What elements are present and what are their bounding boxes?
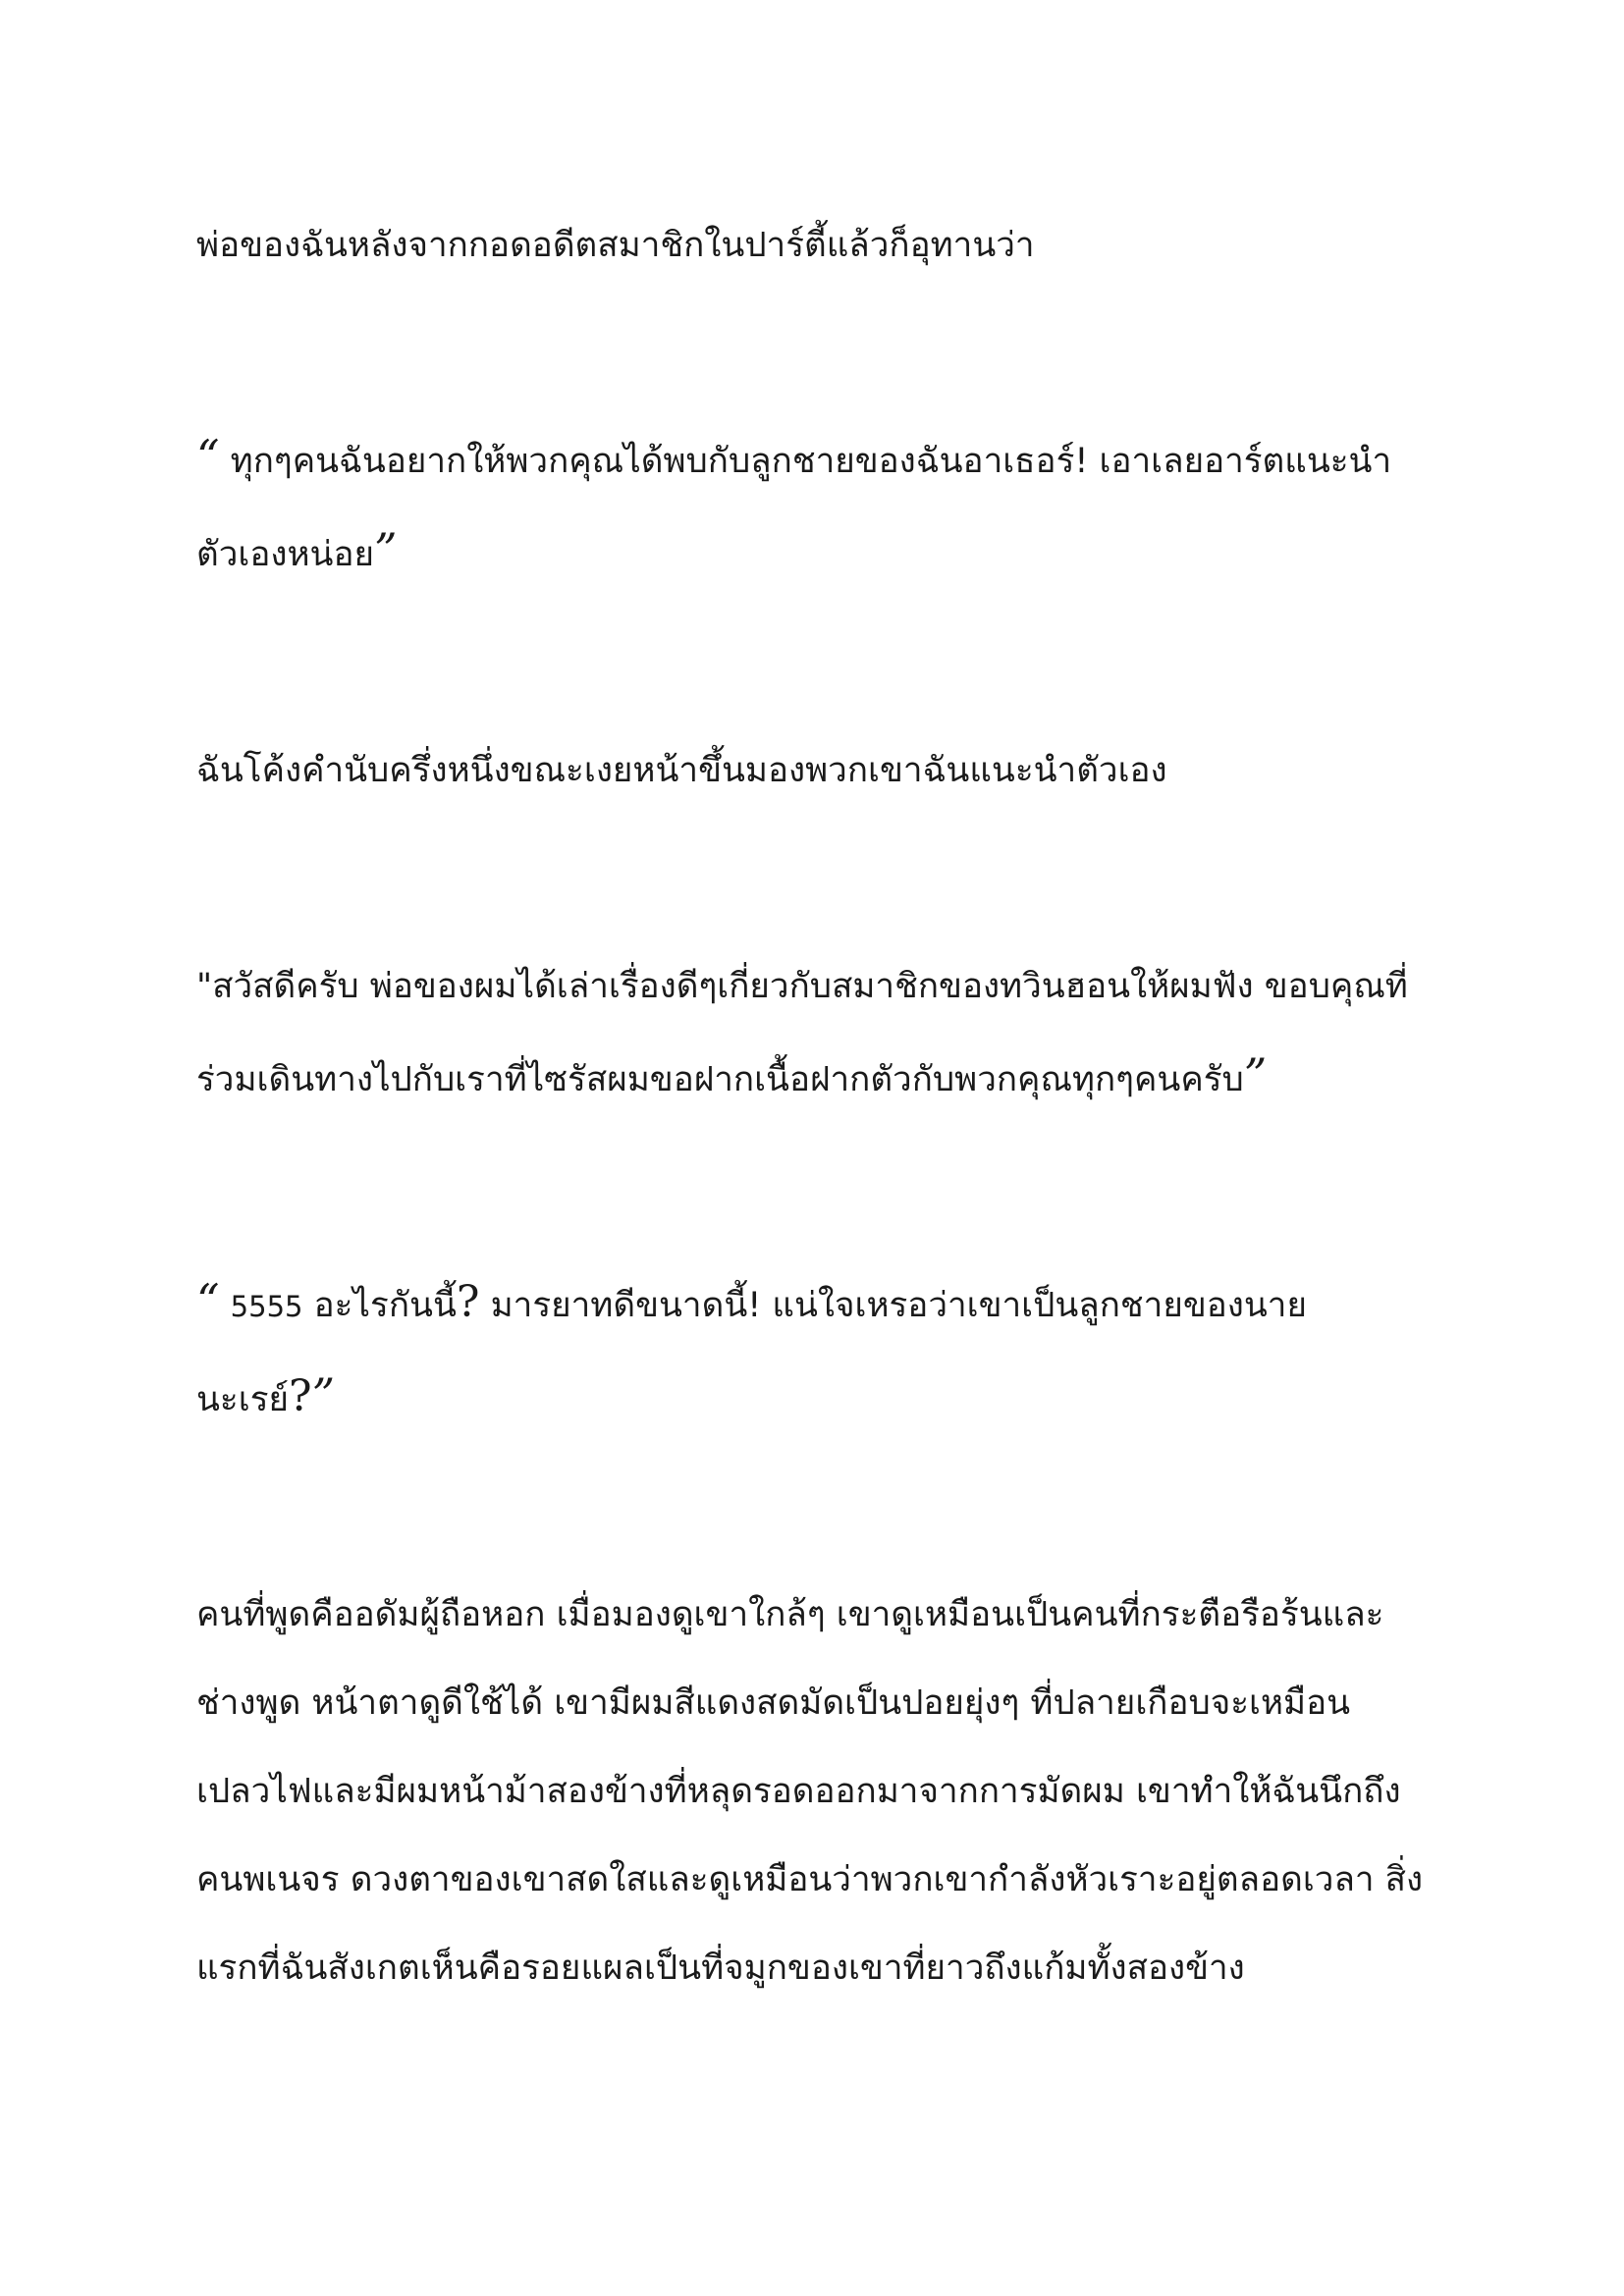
paragraph-5-line-2: นะเรย์?” <box>196 1368 336 1421</box>
paragraph-3 <box>196 726 1463 815</box>
paragraph-1-line-1: พ่อของฉันหลังจากกอดอดีตสมาชิกในปาร์ตี้แล้วก็อุทานว่า <box>196 226 1035 265</box>
paragraph-2-line-1: “ ทุกๆคนฉันอยากให้พวกคุณได้พบกับลูกชายของฉันอาเธอร์! เอาเลยอาร์ตแนะนำ <box>196 430 1392 483</box>
paragraph-2-dialogue <box>196 412 1463 599</box>
paragraph-4-line-1: "สวัสดีครับ พ่อของผมได้เล่าเรื่องดีๆเกี่ยวกับสมาชิกของทวินฮอนให้ผมฟัง ขอบคุณที่ <box>196 967 1408 1006</box>
paragraph-6-line-4: คนพเนจร ดวงตาของเขาสดใสและดูเหมือนว่าพวกเขากำลังหัวเราะอยู่ตลอดเวลา สิ่ง <box>196 1860 1424 1899</box>
paragraph-6-line-5: แรกที่ฉันสังเกตเห็นคือรอยแผลเป็นที่จมูกของเขาที่ยาวถึงแก้มทั้งสองข้าง <box>196 1949 1245 1988</box>
open-quote: “ <box>196 1274 220 1327</box>
question-mark: ? <box>289 1371 312 1421</box>
paragraph-3-line-1: ฉันโค้งคำนับครึ่งหนึ่งขณะเงยหน้าขึ้นมองพวกเขาฉันแนะนำตัวเอง <box>196 751 1167 790</box>
paragraph-6-line-2: ช่างพูด หน้าตาดูดีใช้ได้ เขามีผมสีแดงสดมัดเป็นปอยยุ่งๆ ที่ปลายเกือบจะเหมือน <box>196 1683 1351 1723</box>
paragraph-5-line-1: “ 5555 อะไรกันนี้? มารยาทดีขนาดนี้! แน่ใจเหรอว่าเขาเป็นลูกชายของนาย <box>196 1274 1307 1327</box>
paragraph-4-line-2: ร่วมเดินทางไปกับเราที่ไซรัสผมขอฝากเนื้อฝากตัวกับพวกคุณทุกๆคนครับ” <box>196 1048 1268 1101</box>
close-quote: ” <box>1243 1048 1268 1101</box>
laugh-number: 5555 <box>230 1290 303 1323</box>
paragraph-2-line-2: ตัวเองหน่อย” <box>196 523 398 576</box>
paragraph-4-dialogue <box>196 942 1463 1124</box>
paragraph-1 <box>196 201 1463 290</box>
paragraph-6 <box>196 1571 1463 2012</box>
close-quote: ” <box>373 523 398 576</box>
paragraph-6-line-1: คนที่พูดคืออดัมผู้ถือหอก เมื่อมองดูเขาใกล้ๆ เขาดูเหมือนเป็นคนที่กระตือรือร้นและ <box>196 1595 1384 1634</box>
close-quote: ” <box>311 1368 336 1421</box>
open-quote: “ <box>196 430 220 483</box>
question-mark: ? <box>456 1277 480 1327</box>
paragraph-6-line-3: เปลวไฟและมีผมหน้าม้าสองข้างที่หลุดรอดออกมาจากการมัดผม เขาทำให้ฉันนึกถึง <box>196 1772 1401 1811</box>
paragraph-5-dialogue <box>196 1256 1463 1444</box>
